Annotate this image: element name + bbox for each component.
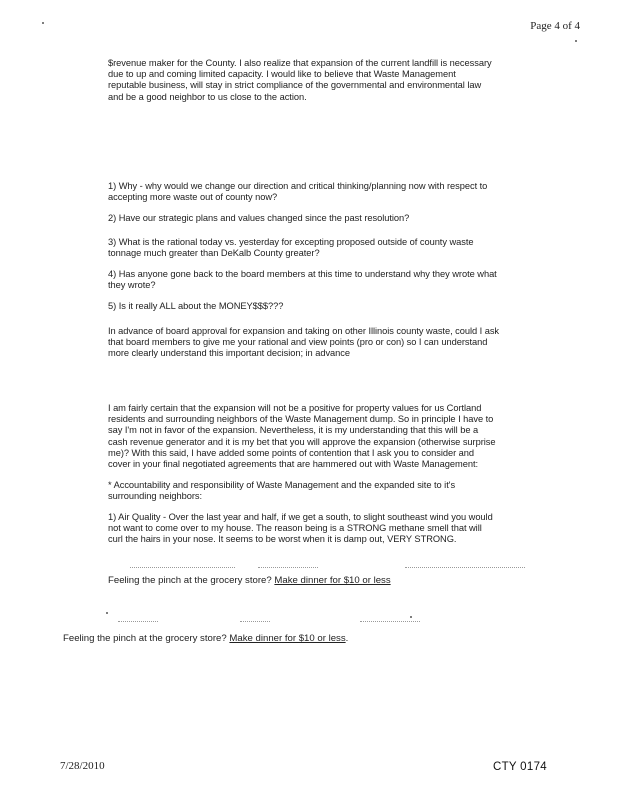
air-quality-paragraph: 1) Air Quality - Over the last year and half, if we get a south, to slight southeast wind you would not want to come over to my house. The reason being is a STRONG methane smell that will curl the hairs in your nose. It seems to be worst when it is damp out, VERY STRONG. [108, 512, 493, 545]
question-4: 4) Has anyone gone back to the board members at this time to understand why they wrote what they wrote? [108, 269, 497, 291]
page-number: Page 4 of 4 [530, 20, 580, 32]
question-1: 1) Why - why would we change our direction and critical thinking/planning now with respect to accepting more waste out of county now? [108, 181, 488, 203]
separator-dashes [258, 567, 318, 568]
promo-line-2 [63, 633, 348, 645]
scan-speck [410, 616, 412, 618]
scan-speck [42, 22, 44, 24]
scan-speck [106, 612, 108, 614]
separator-dashes [360, 621, 420, 622]
request-paragraph: In advance of board approval for expansion and taking on other Illinois county waste, could I ask that board members to give me your rational and view points (pro or con) so I can understand more clearly understand this important decision; in advance [108, 326, 500, 359]
promo-link[interactable]: Make dinner for $10 or less [274, 575, 391, 586]
footer-date: 7/28/2010 [60, 760, 105, 772]
question-3: 3) What is the rational today vs. yesterday for excepting proposed outside of county waste tonnage much greater than DeKalb County greater? [108, 237, 474, 259]
separator-dashes [240, 621, 270, 622]
accountability-paragraph: * Accountability and responsibility of Waste Management and the expanded site to it's surrounding neighbors: [108, 480, 456, 502]
promo-link[interactable]: Make dinner for $10 or less [229, 633, 346, 644]
question-2: 2) Have our strategic plans and values changed since the past resolution? [108, 213, 410, 223]
separator-dashes [118, 621, 158, 622]
certain-paragraph: I am fairly certain that the expansion will not be a positive for property values for us Cortland residents and surrounding neighbors of the Waste Management dump. So in principle I have to say I'm not in favor of the expansion. Nevertheless, it is my understanding that this will be a cash revenue generator and it is my bet that you will approve the expansion (otherwise surprise me)? With this said, I have added some points of contention that I ask you to consider and cover in your final negotiated agreements that are hammered out with Waste Management: [108, 403, 496, 470]
separator-dashes [130, 567, 235, 568]
separator-dashes [405, 567, 525, 568]
promo-prefix: Feeling the pinch at the grocery store? [63, 633, 230, 644]
intro-paragraph: $revenue maker for the County. I also realize that expansion of the current landfill is necessary due to up and coming limited capacity. I would like to believe that Waste Management reputable business, will stay in strict compliance of the governmental and environmental law and be a good neighbor to us close to the action. [108, 58, 492, 102]
document-code: CTY 0174 [493, 761, 547, 773]
promo-suffix: . [345, 633, 349, 644]
scan-speck [575, 40, 577, 42]
promo-prefix: Feeling the pinch at the grocery store? [108, 575, 275, 586]
question-5: 5) Is it really ALL about the MONEY$$$??? [108, 301, 284, 311]
promo-line-1 [108, 575, 391, 587]
